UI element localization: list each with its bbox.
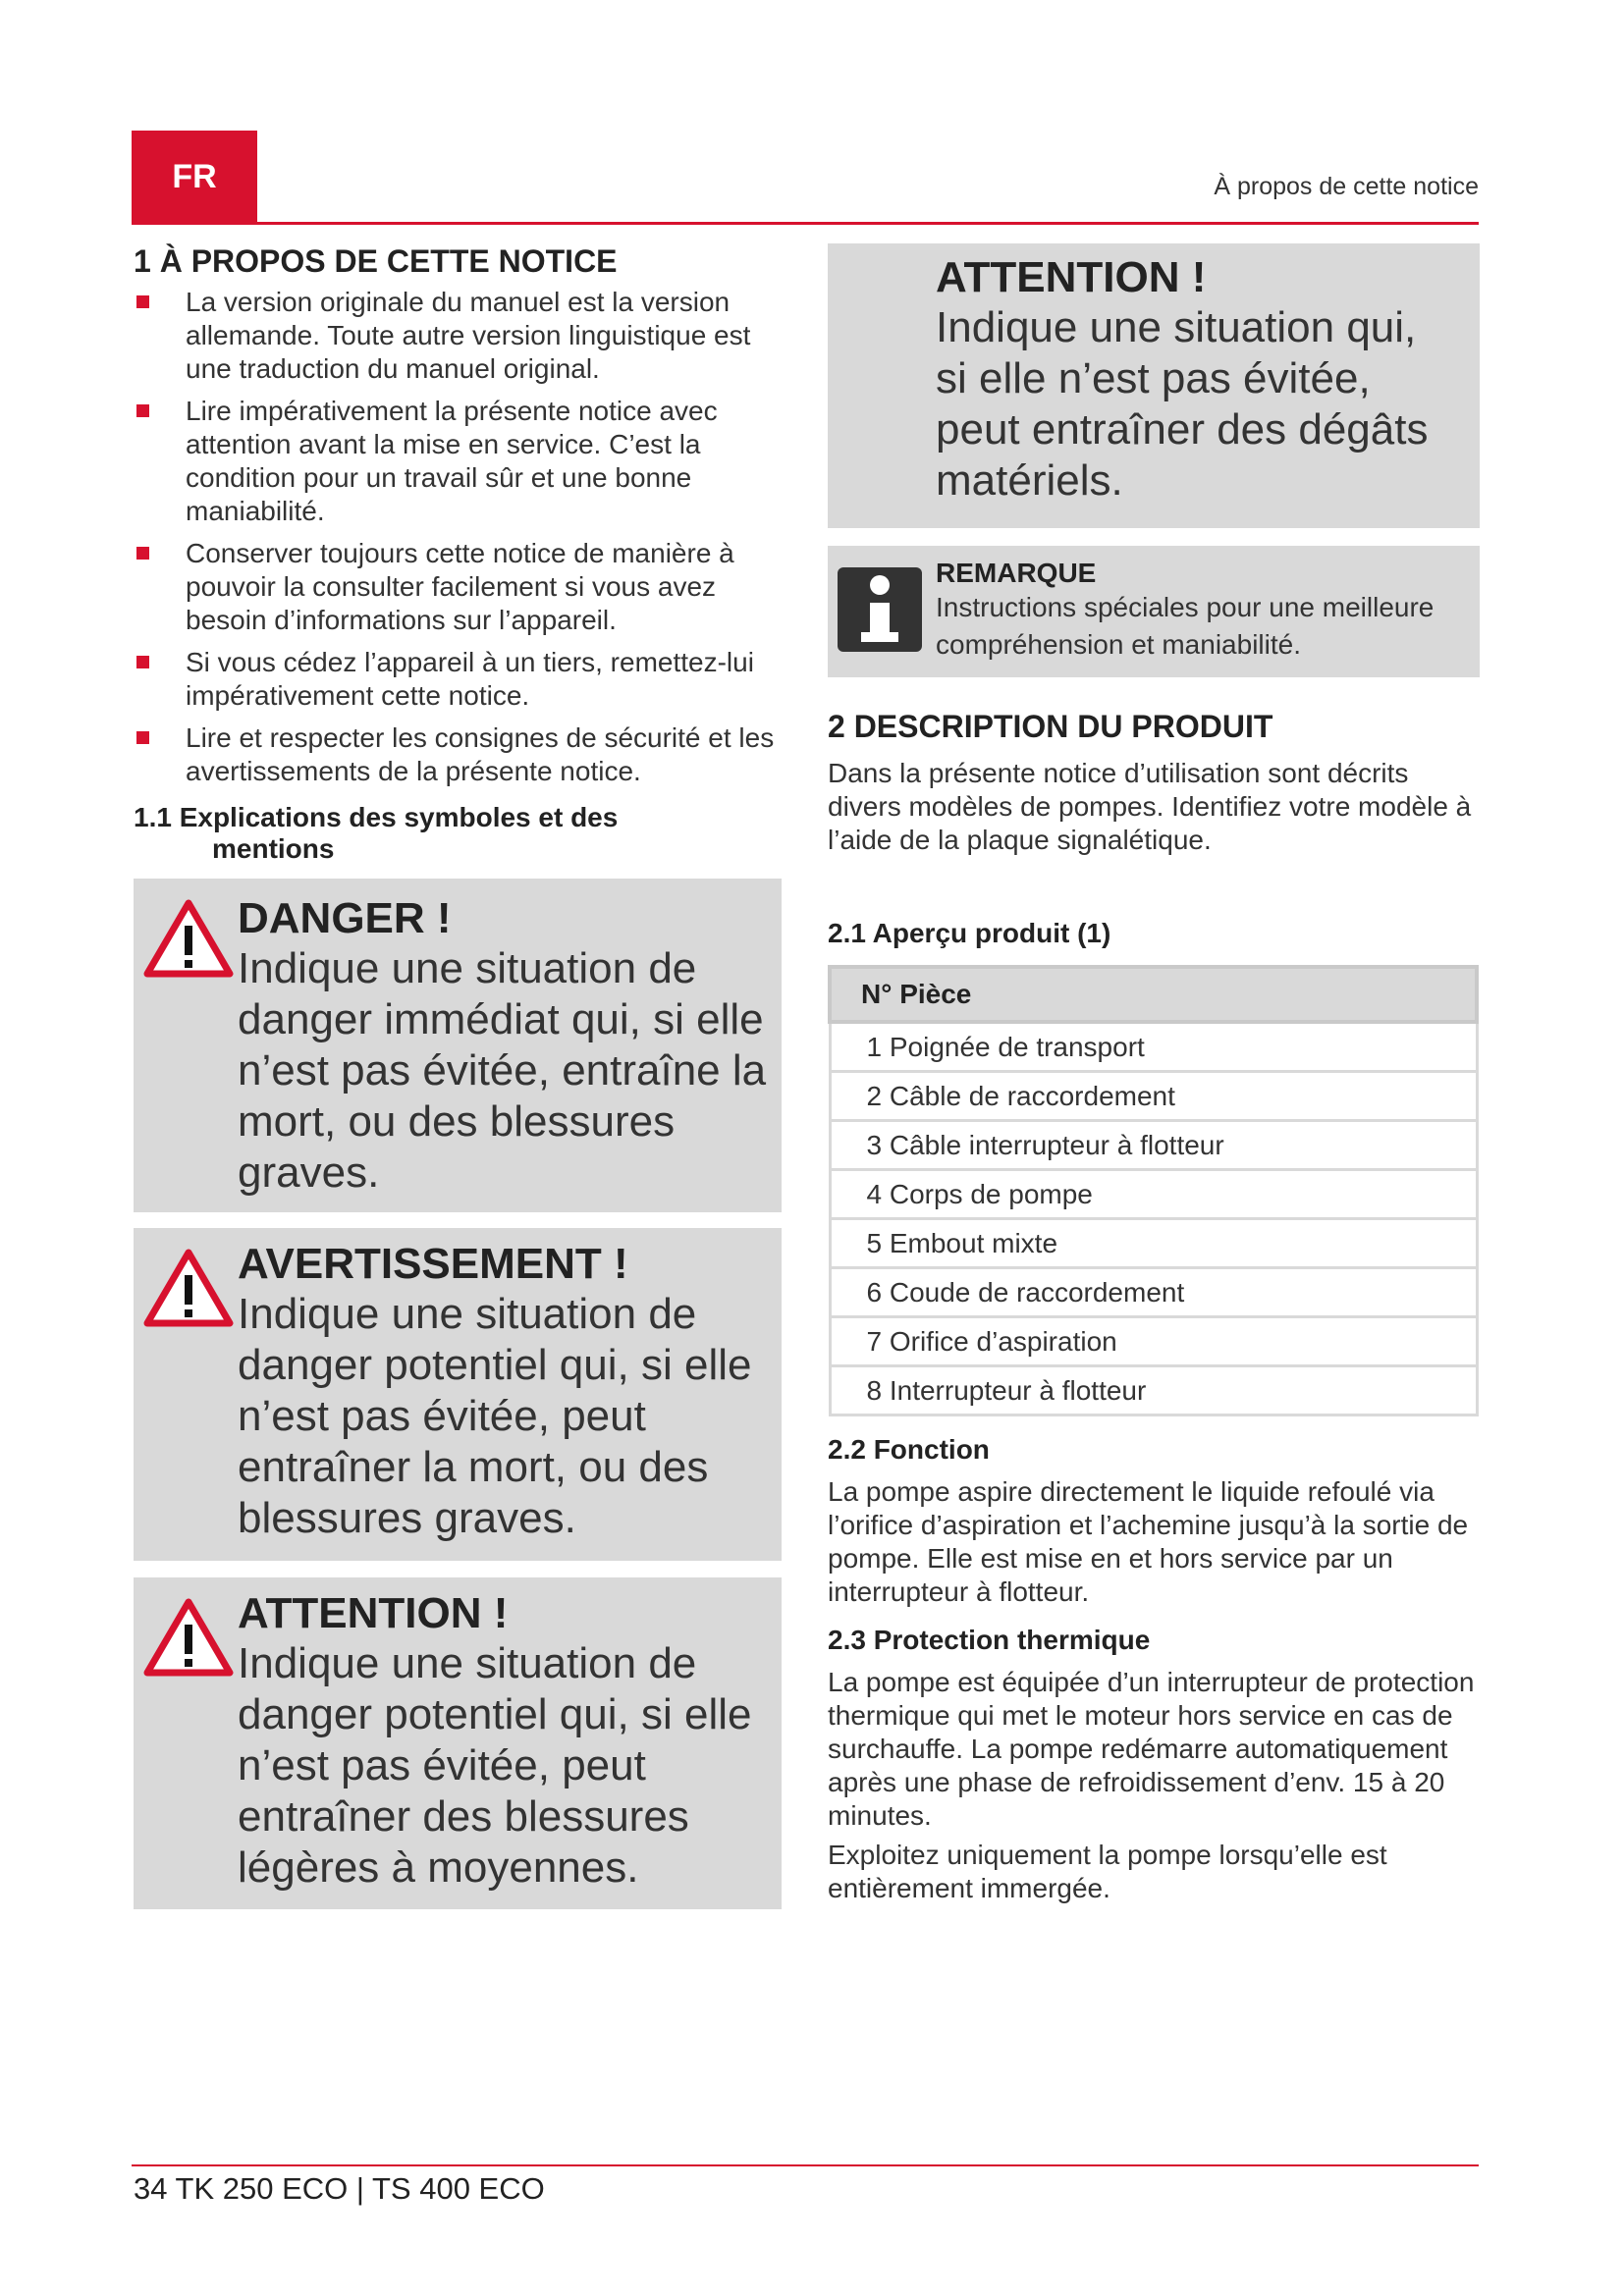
list-item: La version originale du manuel est la version allemande. Toute autre version linguistique est une traduction du manuel original.	[134, 286, 782, 386]
avertissement-box	[134, 1228, 782, 1561]
parts-table-header: N° Pièce	[830, 967, 1477, 1022]
table-row: 6 Coude de raccordement	[830, 1268, 1477, 1317]
section-2-2-title: 2.2 Fonction	[828, 1434, 990, 1465]
bullet-square-icon	[136, 295, 149, 308]
header-divider	[132, 222, 1479, 225]
bullet-square-icon	[136, 404, 149, 417]
table-row: 3 Câble interrupteur à flotteur	[830, 1121, 1477, 1170]
avertissement-text: Indique une situation de danger potentiel qui, si elle n’est pas évitée, peut entraîner la mort, ou des blessures graves.	[238, 1290, 752, 1542]
info-icon	[838, 567, 922, 652]
bullet-square-icon	[136, 656, 149, 668]
table-row: 2 Câble de raccordement	[830, 1072, 1477, 1121]
language-label: FR	[172, 158, 217, 195]
section-2-text: Dans la présente notice d’utilisation sont décrits divers modèles de pompes. Identifiez votre modèle à l’aide de la plaque signalétique.	[828, 758, 1472, 855]
remarque-title: REMARQUE	[936, 558, 1097, 588]
avertissement-title: AVERTISSEMENT !	[238, 1240, 628, 1288]
list-item: Si vous cédez l’appareil à un tiers, remettez-lui impérativement cette notice.	[134, 646, 782, 713]
bullet-square-icon	[136, 547, 149, 560]
list-item: Lire et respecter les consignes de sécurité et les avertissements de la présente notice.	[134, 721, 782, 788]
section-2-title: 2 DESCRIPTION DU PRODUIT	[828, 709, 1273, 744]
right-column	[828, 243, 1480, 1905]
danger-text: Indique une situation de danger immédiat qui, si elle n’est pas évitée, entraîne la mort, ou des blessures graves.	[238, 944, 767, 1197]
thermique-text-1: La pompe est équipée d’un interrupteur de protection thermique qui met le moteur hors service en cas de surchauffe. La pompe redémarre automatiquement après une phase de refroidissement d’env. 15 à 20 minutes.	[828, 1667, 1475, 1831]
language-tab	[132, 131, 257, 224]
attention-title: ATTENTION !	[238, 1589, 509, 1637]
danger-box	[134, 879, 782, 1212]
attention-box	[134, 1577, 782, 1909]
danger-title: DANGER !	[238, 894, 452, 942]
bullet-square-icon	[136, 731, 149, 744]
left-column	[134, 243, 782, 1909]
warning-triangle-icon	[143, 1597, 234, 1678]
warning-triangle-icon	[143, 1248, 234, 1328]
parts-table	[828, 965, 1479, 1416]
table-row: 8 Interrupteur à flotteur	[830, 1366, 1477, 1415]
fonction-text: La pompe aspire directement le liquide refoulé via l’orifice d’aspiration et l’achemine jusqu’à la sortie de pompe. Elle est mise en et hors service par un interrupteur à flotteur.	[828, 1476, 1469, 1607]
warning-triangle-icon	[143, 898, 234, 979]
attention-text: Indique une situation de danger potentiel qui, si elle n’est pas évitée, peut entraîner des blessures légères à moyennes.	[238, 1639, 752, 1892]
table-row: 1 Poignée de transport	[830, 1022, 1477, 1072]
attention-material-box	[828, 243, 1480, 528]
section-1-1-title: 1.1 Explications des symboles et des mentions	[134, 802, 619, 864]
thermique-text-2: Exploitez uniquement la pompe lorsqu’elle est entièrement immergée.	[828, 1840, 1387, 1903]
table-row: 5 Embout mixte	[830, 1219, 1477, 1268]
attention-material-text: Indique une situation qui, si elle n’est pas évitée, peut entraîner des dégâts matériels.	[936, 303, 1429, 505]
list-item: Conserver toujours cette notice de manière à pouvoir la consulter facilement si vous avez besoin d’informations sur l’appareil.	[134, 537, 782, 637]
section-1-title: 1 À PROPOS DE CETTE NOTICE	[134, 243, 618, 279]
section-2-3-title: 2.3 Protection thermique	[828, 1625, 1151, 1655]
remarque-text: Instructions spéciales pour une meilleure compréhension et maniabilité.	[936, 592, 1435, 660]
list-item: Lire impérativement la présente notice avec attention avant la mise en service. C’est la condition pour un travail sûr et une bonne maniabilité.	[134, 395, 782, 528]
attention-material-title: ATTENTION !	[936, 253, 1207, 301]
footer-divider	[132, 2164, 1479, 2166]
table-row: 4 Corps de pompe	[830, 1170, 1477, 1219]
remarque-box	[828, 546, 1480, 677]
section-2-1-title: 2.1 Aperçu produit (1)	[828, 918, 1111, 948]
page-header-title: À propos de cette notice	[1214, 173, 1479, 200]
intro-bullet-list	[134, 286, 782, 788]
page-footer: 34 TK 250 ECO | TS 400 ECO	[134, 2171, 545, 2206]
table-row: 7 Orifice d’aspiration	[830, 1317, 1477, 1366]
